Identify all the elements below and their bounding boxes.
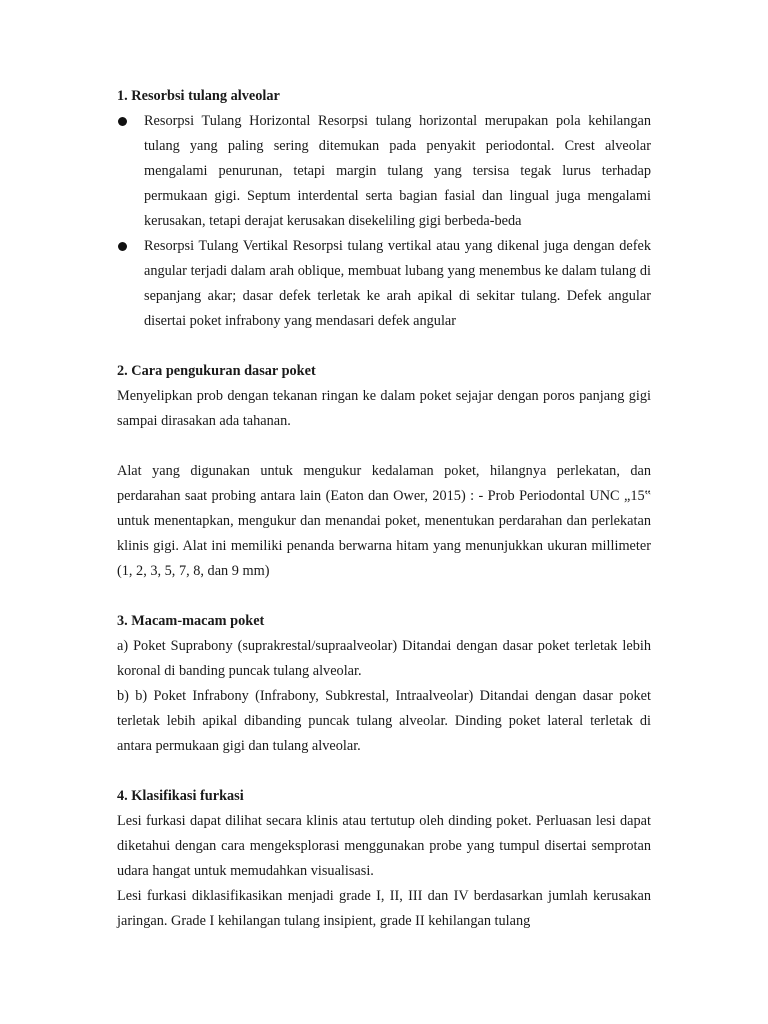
resorbsi-bullet-list — [117, 109, 651, 334]
paragraph-poket-infrabony: b) b) Poket Infrabony (Infrabony, Subkrestal, Intraalveolar) Ditandai dengan dasar poket terletak lebih apikal dibanding puncak tulang alveolar. Dinding poket lateral terletak di antara permukaan gigi dan tulang alveolar. — [117, 688, 651, 754]
section-heading-furkasi: 4. Klasifikasi furkasi — [117, 788, 244, 804]
paragraph-furkasi-1: Lesi furkasi dapat dilihat secara klinis atau tertutup oleh dinding poket. Perluasan lesi dapat diketahui dengan cara mengeksplorasi menggunakan probe yang tumpul disertai semprotan udara hangat untuk memudahkan visualisasi. — [117, 813, 651, 879]
paragraph-pengukuran-2: Alat yang digunakan untuk mengukur kedalaman poket, hilangnya perlekatan, dan perdarahan saat probing antara lain (Eaton dan Ower, 2015) : - Prob Periodontal UNC „15‟ untuk menentapkan, mengukur dan menandai poket, menentukan perdarahan dan perlekatan klinis gigi. Alat ini memiliki penanda berwarna hitam yang menunjukkan ukuran millimeter (1, 2, 3, 5, 7, 8, dan 9 mm) — [117, 463, 651, 579]
document-page — [117, 84, 651, 934]
section-heading-resorbsi: 1. Resorbsi tulang alveolar — [117, 88, 280, 104]
paragraph-pengukuran-1: Menyelipkan prob dengan tekanan ringan ke dalam poket sejajar dengan poros panjang gigi sampai dirasakan ada tahanan. — [117, 388, 651, 429]
section-heading-macam-poket: 3. Macam-macam poket — [117, 613, 265, 629]
section-heading-pengukuran: 2. Cara pengukuran dasar poket — [117, 363, 316, 379]
bullet-text-vertikal: Resorpsi Tulang Vertikal Resorpsi tulang vertikal atau yang dikenal juga dengan defek angular terjadi dalam arah oblique, membuat lubang yang menembus ke dalam tulang di sepanjang akar; dasar defek terletak ke arah apikal di sekitar tulang. Defek angular disertai poket infrabony yang mendasari defek angular — [144, 238, 651, 329]
bullet-text-horizontal: Resorpsi Tulang Horizontal Resorpsi tulang horizontal merupakan pola kehilangan tulang yang paling sering ditemukan pada penyakit periodontal. Crest alveolar mengalami penurunan, tetapi margin tulang yang tersisa tegak lurus terhadap permukaan gigi. Septum interdental serta bagian fasial dan lingual juga mengalami kerusakan, tetapi derajat kerusakan disekeliling gigi berbeda-beda — [144, 113, 651, 229]
paragraph-poket-suprabony: a) Poket Suprabony (suprakrestal/supraalveolar) Ditandai dengan dasar poket terletak lebih koronal di banding puncak tulang alveolar. — [117, 638, 651, 679]
bullet-item-horizontal — [117, 109, 651, 234]
paragraph-furkasi-2: Lesi furkasi diklasifikasikan menjadi grade I, II, III dan IV berdasarkan jumlah kerusakan jaringan. Grade I kehilangan tulang insipient, grade II kehilangan tulang — [117, 888, 651, 929]
bullet-item-vertikal — [117, 234, 651, 334]
bullet-dot-icon — [118, 117, 127, 126]
bullet-dot-icon — [118, 242, 127, 251]
